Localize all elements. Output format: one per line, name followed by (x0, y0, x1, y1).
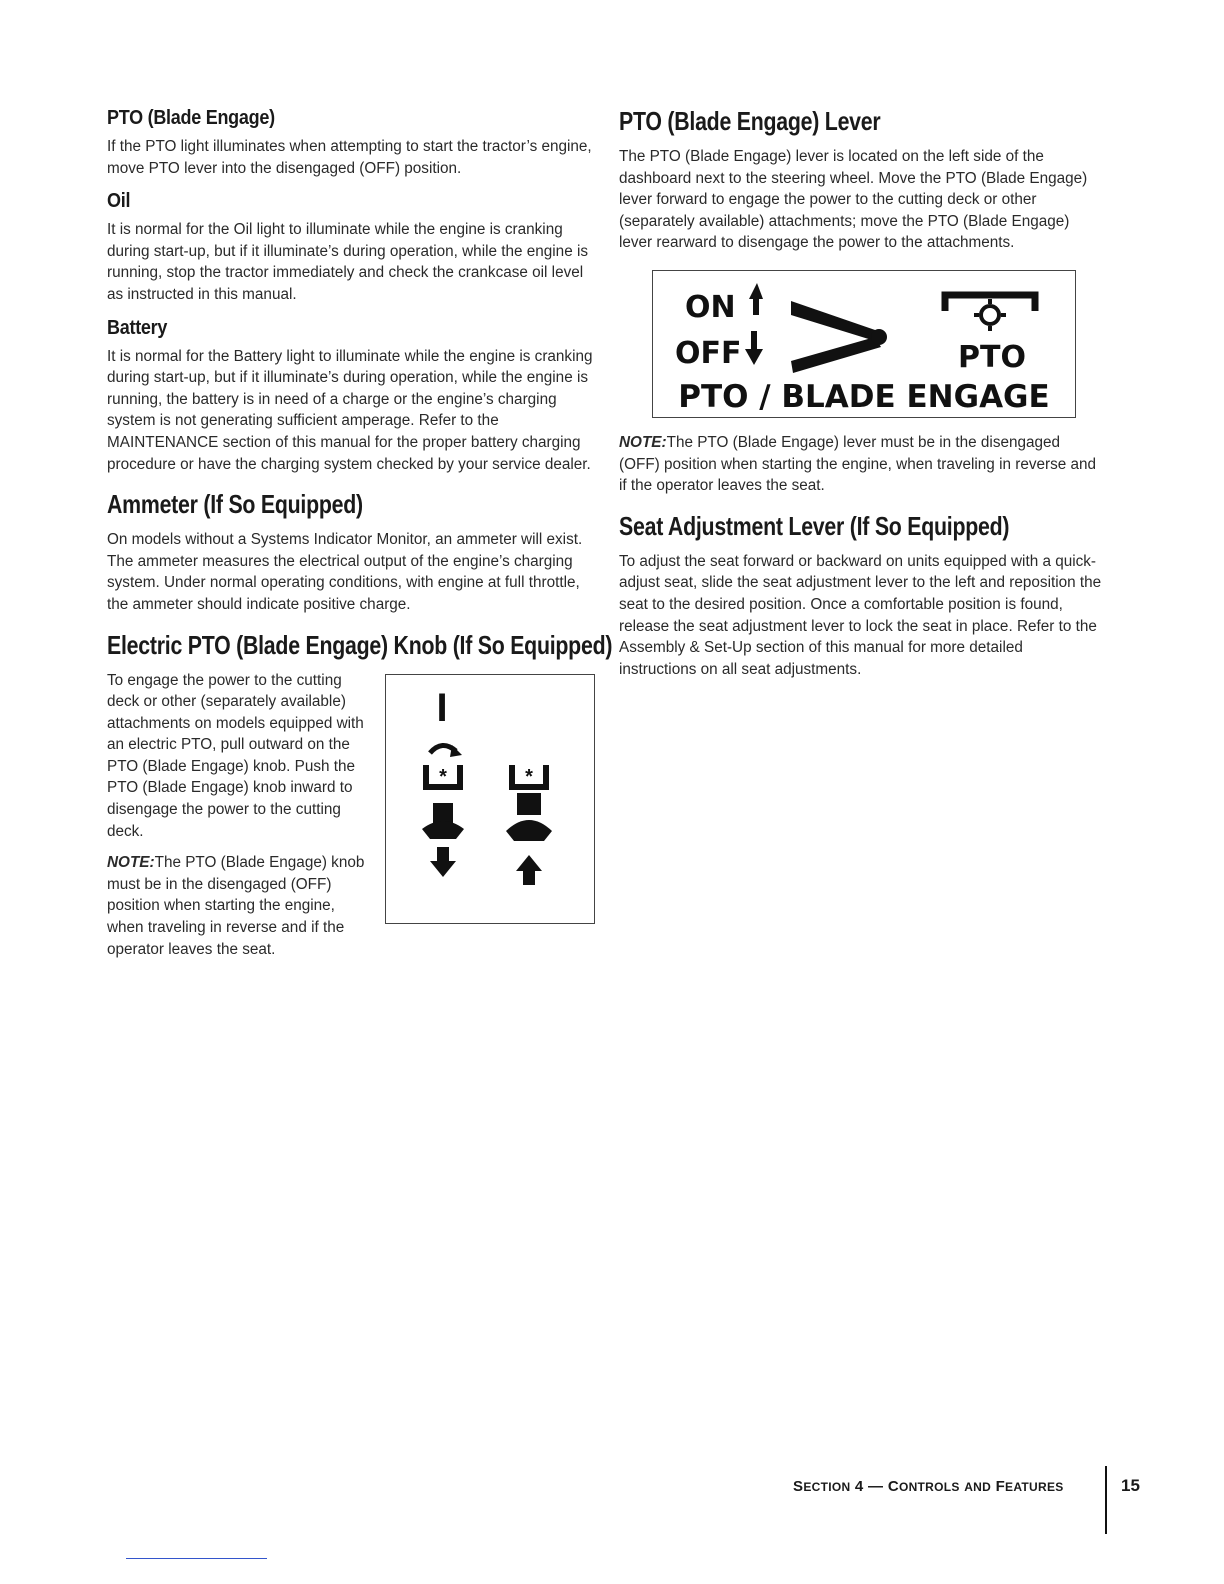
seat-heading: Seat Adjustment Lever (If So Equipped) (619, 510, 1010, 541)
push-arrow-icon (430, 861, 456, 877)
pto-heading: PTO (Blade Engage) (107, 107, 275, 129)
lever-note (619, 432, 1104, 497)
knob-on-mark: I (436, 685, 448, 730)
electric-pto-note (107, 852, 375, 960)
blade-engage-caption: PTO / BLADE ENGAGE (678, 378, 1050, 415)
footer-divider (1105, 1466, 1107, 1534)
battery-heading: Battery (107, 316, 168, 339)
note-label: NOTE: (619, 433, 667, 451)
gear-icon (981, 306, 999, 324)
page-number: 15 (1121, 1476, 1140, 1495)
svg-text:*: * (439, 765, 447, 788)
ammeter-heading: Ammeter (If So Equipped) (107, 489, 363, 520)
lever-paragraph: The PTO (Blade Engage) lever is located on the left side of the dashboard next to the steering wheel. Move the PTO (Blade Engage) lever forward to engage the power to the cutting deck or other (separately available) attachments; move the PTO (Blade Engage) lever rearward to disengage the power to the attachments. (619, 148, 1088, 252)
note-text: The PTO (Blade Engage) knob must be in the disengaged (OFF) position when starting the engine, when traveling in reverse and if the operator leaves the seat. (107, 854, 365, 958)
down-arrow-icon (745, 331, 763, 365)
up-arrow-icon (749, 283, 763, 315)
lever-heading: PTO (Blade Engage) Lever (619, 106, 881, 136)
electric-pto-text-block (107, 670, 375, 961)
right-column (619, 106, 1104, 690)
pto-lever-decal (652, 270, 1076, 418)
pto-lever-decal-graphic (653, 271, 1075, 417)
seat-paragraph: To adjust the seat forward or backward on units equipped with a quick-adjust seat, slide the seat adjustment lever to the left and reposition the seat to the desired position. Once a comfortable position is found, release the seat adjustment lever to lock the seat in place. Refer to the Assembly & Set-Up section of this manual for more detailed instructions on all seat adjustments. (619, 552, 1102, 678)
note-text: The PTO (Blade Engage) lever must be in the disengaged (OFF) position when starting the engine, when traveling in reverse and if the operator leaves the seat. (619, 433, 1097, 495)
electric-pto-section (107, 670, 595, 961)
oil-heading: Oil (107, 190, 131, 213)
ammeter-paragraph: On models without a Systems Indicator Monitor, an ammeter will exist. The ammeter measures the electrical output of the engine’s charging system. Under normal operating conditions, with engine at full throttle, the ammeter should indicate positive charge. (107, 531, 583, 613)
lever-handle-icon (791, 301, 878, 341)
electric-pto-paragraph: To engage the power to the cutting deck or other (separately available) attachments on models equipped with an electric PTO, pull outward on the PTO (Blade Engage) knob. Push the PTO (Blade Engage) knob inward to disengage the power to the cutting deck. (107, 671, 364, 840)
note-label: NOTE: (107, 854, 155, 872)
scan-artifact-line (126, 1558, 267, 1559)
oil-paragraph: It is normal for the Oil light to illuminate while the engine is cranking during start-up, but if it illuminate’s during operation, while the engine is running, stop the tractor immediately and check the crankcase oil level as instructed in this manual. (107, 221, 588, 303)
pto-knob-diagram (385, 674, 595, 924)
off-label: OFF (675, 335, 742, 371)
left-column (107, 106, 613, 970)
pull-arrow-icon (516, 855, 542, 871)
svg-text:*: * (525, 765, 533, 788)
electric-pto-heading: Electric PTO (Blade Engage) Knob (If So Equipped) (107, 629, 613, 660)
pto-label: PTO (958, 339, 1026, 375)
on-label: ON (685, 289, 736, 325)
section-footer: SECTION 4 — CONTROLS AND FEATURES (793, 1478, 1064, 1495)
pto-knob-icon (386, 675, 594, 923)
pto-paragraph: If the PTO light illuminates when attempting to start the tractor’s engine, move PTO lever into the disengaged (OFF) position. (107, 138, 592, 177)
battery-paragraph: It is normal for the Battery light to illuminate while the engine is cranking during start-up, but if it illuminate’s during operation, while the engine is running, the battery is in need of a charge or the engine’s charging system is not generating sufficient amperage. Refer to the MAINTENANCE section of this manual for the proper battery charging procedure or have the charging system checked by your service dealer. (107, 347, 593, 473)
